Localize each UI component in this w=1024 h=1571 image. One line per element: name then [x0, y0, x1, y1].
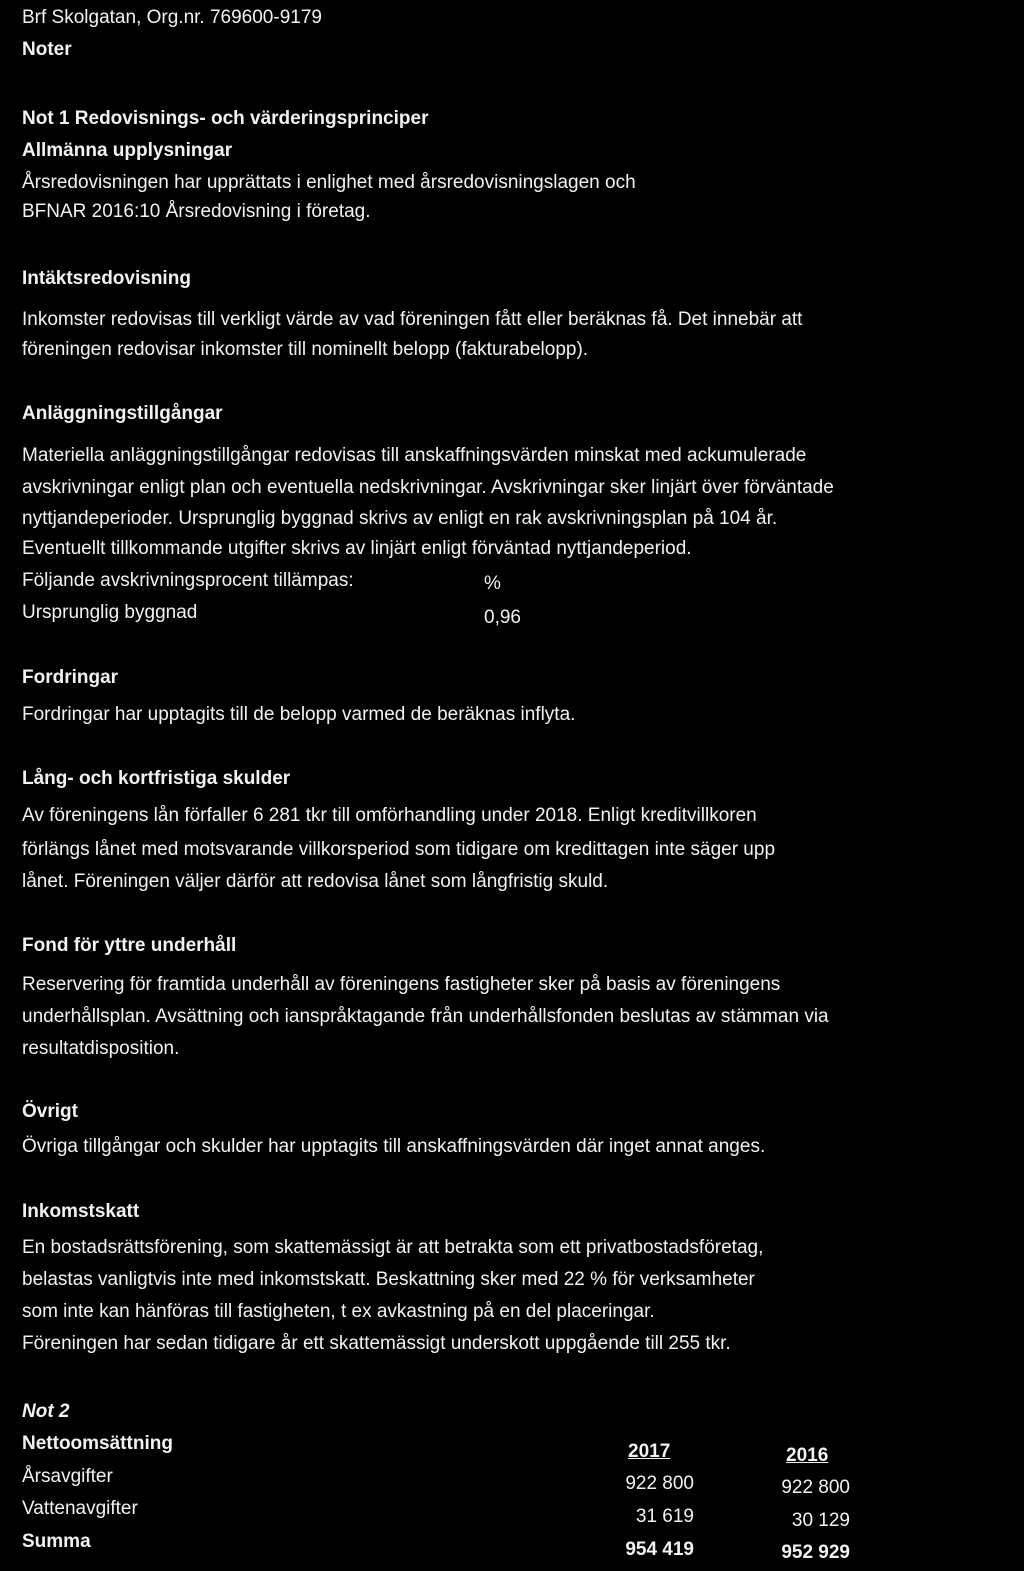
total-label: Summa: [22, 1531, 91, 1552]
total-value-2016: 952 929: [781, 1542, 850, 1563]
notes-title: Noter: [22, 39, 72, 60]
skatt-line: som inte kan hänföras till fastigheten, t ex avkastning på en del placeringar.: [22, 1301, 655, 1322]
allmanna-heading: Allmänna upplysningar: [22, 140, 233, 161]
anlagg-line: Eventuellt tillkommande utgifter skrivs av linjärt enligt förväntad nyttjandeperiod.: [22, 538, 692, 559]
year-2017-header: 2017: [628, 1441, 671, 1462]
fond-line: Reservering för framtida underhåll av föreningens fastigheter sker på basis av föreningens: [22, 974, 781, 995]
intakt-heading: Intäktsredovisning: [22, 268, 191, 289]
year-2016-header: 2016: [786, 1445, 829, 1466]
rate-item-label: Ursprunglig byggnad: [22, 602, 198, 623]
skatt-line: belastas vanligtvis inte med inkomstskatt. Beskattning sker med 22 % för verksamheter: [22, 1269, 755, 1290]
fond-line: underhållsplan. Avsättning och ianspråktagande från underhållsfonden beslutas av stämman via: [22, 1006, 829, 1027]
row-value-2017: 31 619: [635, 1506, 694, 1527]
skulder-heading: Lång- och kortfristiga skulder: [22, 768, 291, 789]
anlagg-line: nyttjandeperioder. Ursprunglig byggnad skrivs av enligt en rak avskrivningsplan på 104 år.: [22, 508, 778, 529]
rate-unit: %: [484, 573, 501, 594]
ovrigt-heading: Övrigt: [22, 1101, 78, 1122]
row-value-2016: 30 129: [791, 1510, 850, 1531]
fond-heading: Fond för yttre underhåll: [22, 935, 237, 956]
fond-line: resultatdisposition.: [22, 1038, 180, 1059]
allmanna-line: BFNAR 2016:10 Årsredovisning i företag.: [22, 201, 371, 222]
skulder-line: lånet. Föreningen väljer därför att redovisa lånet som långfristig skuld.: [22, 871, 609, 892]
skulder-line: Av föreningens lån förfaller 6 281 tkr till omförhandling under 2018. Enligt kreditvillkoren: [22, 805, 757, 826]
note2-heading: Not 2: [22, 1401, 70, 1422]
row-label: Årsavgifter: [22, 1466, 113, 1487]
anlagg-line: avskrivningar enligt plan och eventuella nedskrivningar. Avskrivningar sker linjärt över förväntade: [22, 477, 834, 498]
note2-title: Nettoomsättning: [22, 1433, 173, 1454]
row-label: Vattenavgifter: [22, 1498, 138, 1519]
note1-heading: Not 1 Redovisnings- och värderingsprinciper: [22, 108, 429, 129]
anlagg-heading: Anläggningstillgångar: [22, 403, 223, 424]
allmanna-line: Årsredovisningen har upprättats i enlighet med årsredovisningslagen och: [22, 172, 636, 193]
rate-label: Följande avskrivningsprocent tillämpas:: [22, 570, 354, 591]
row-value-2017: 922 800: [625, 1473, 694, 1494]
fordringar-heading: Fordringar: [22, 667, 119, 688]
skatt-line: En bostadsrättsförening, som skattemässigt är att betrakta som ett privatbostadsföretag,: [22, 1237, 764, 1258]
ovrigt-line: Övriga tillgångar och skulder har upptagits till anskaffningsvärden där inget annat anges.: [22, 1136, 766, 1157]
row-value-2016: 922 800: [781, 1477, 850, 1498]
intakt-line: föreningen redovisar inkomster till nominellt belopp (fakturabelopp).: [22, 339, 589, 360]
intakt-line: Inkomster redovisas till verkligt värde av vad föreningen fått eller beräknas få. Det innebär att: [22, 309, 803, 330]
fordringar-line: Fordringar har upptagits till de belopp varmed de beräknas inflyta.: [22, 704, 576, 725]
anlagg-line: Materiella anläggningstillgångar redovisas till anskaffningsvärden minskat med ackumulerade: [22, 445, 807, 466]
rate-item-value: 0,96: [484, 607, 521, 628]
total-value-2017: 954 419: [625, 1539, 694, 1560]
skatt-heading: Inkomstskatt: [22, 1201, 140, 1222]
skulder-line: förlängs lånet med motsvarande villkorsperiod som tidigare om kredittagen inte säger upp: [22, 839, 776, 860]
skatt-line: Föreningen har sedan tidigare år ett skattemässigt underskott uppgående till 255 tkr.: [22, 1333, 731, 1354]
org-header: Brf Skolgatan, Org.nr. 769600-9179: [22, 7, 322, 28]
